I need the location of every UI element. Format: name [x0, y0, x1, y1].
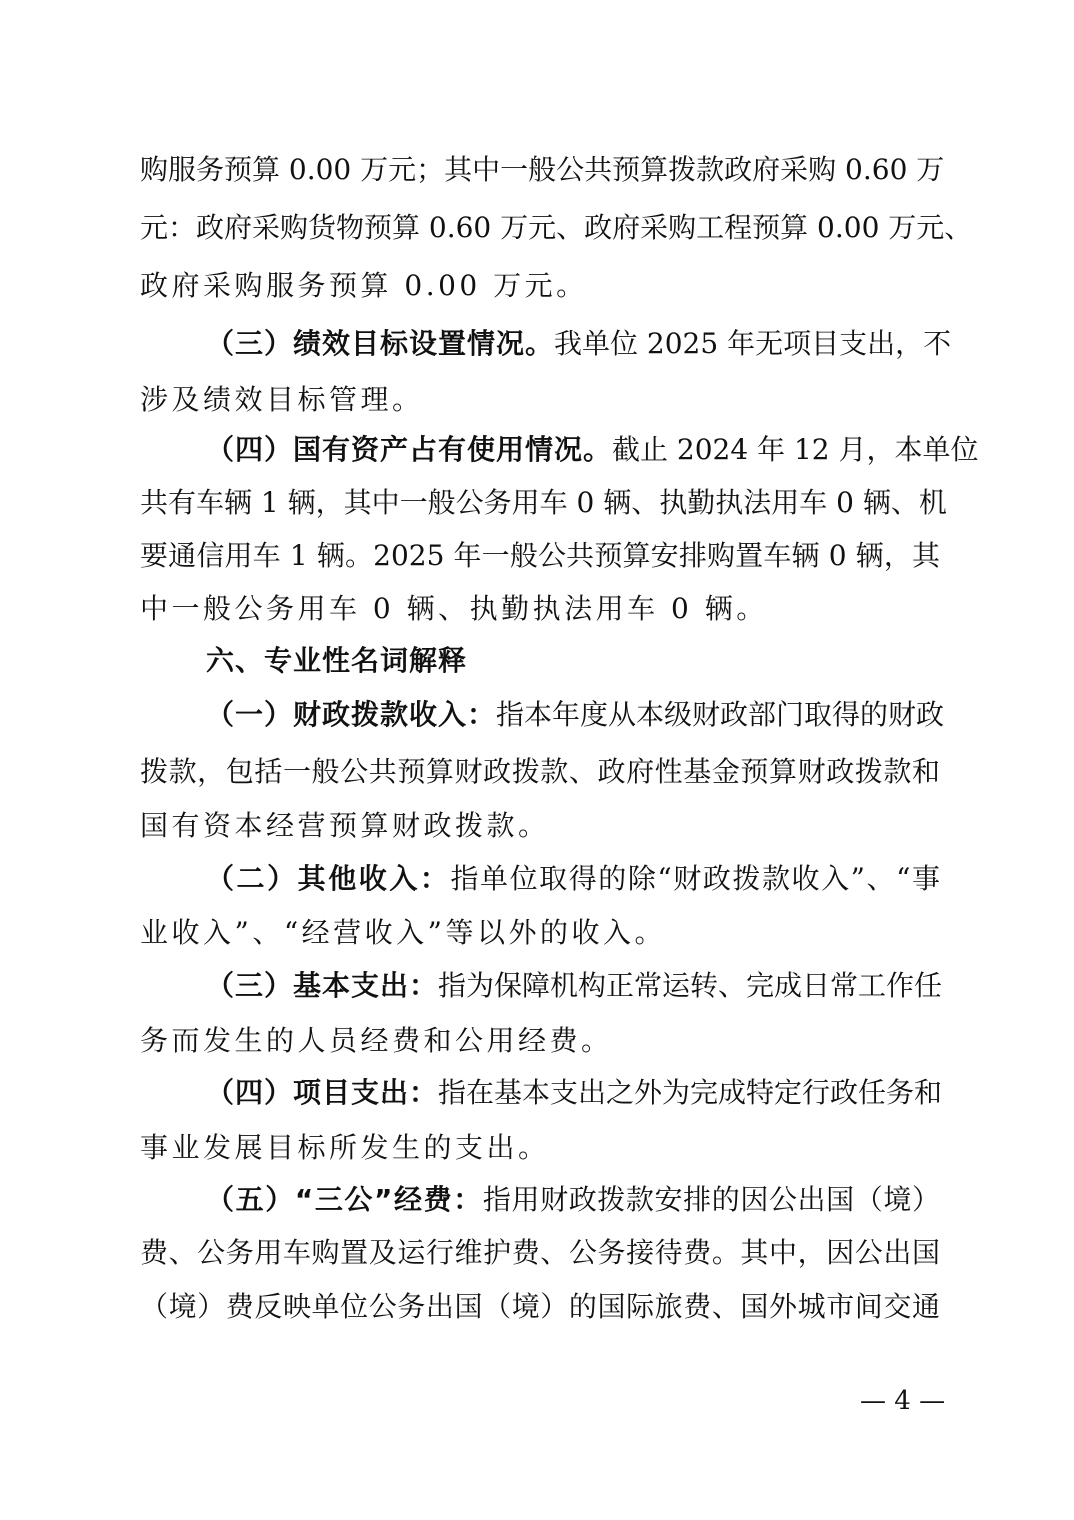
paragraph-heading: （二）其他收入：: [206, 862, 451, 895]
section-heading: 六、专业性名词解释: [206, 644, 468, 677]
body-line: 中一般公务用车 0 辆、执勤执法用车 0 辆。: [140, 592, 768, 625]
paragraph-text: 指本年度从本级财政部门取得的财政: [496, 698, 945, 731]
paragraph-first-line: [206, 1180, 940, 1220]
paragraph-text: 指用财政拨款安排的因公出国（境）: [482, 1183, 940, 1216]
body-line: 费、公务用车购置及运行维护费、公务接待费。其中，因公出国: [140, 1236, 940, 1269]
body-line: 务而发生的人员经费和公用经费。: [140, 1024, 613, 1057]
body-line: 共有车辆 1 辆，其中一般公务用车 0 辆、执勤执法用车 0 辆、机: [140, 486, 947, 519]
paragraph-first-line: [206, 695, 945, 735]
paragraph-heading: （一）财政拨款收入：: [206, 698, 497, 731]
paragraph-text: 我单位 2025 年无项目支出，不: [554, 327, 952, 360]
body-line: 拨款，包括一般公共预算财政拨款、政府性基金预算财政拨款和: [140, 755, 940, 788]
body-line: 购服务预算 0.00 万元；其中一般公共预算拨款政府采购 0.60 万: [140, 153, 945, 186]
body-line: 业收入”、“经营收入”等以外的收入。: [140, 916, 666, 949]
paragraph-heading: （三）基本支出：: [206, 969, 439, 1002]
paragraph-text: 指单位取得的除“财政拨款收入”、“事: [450, 862, 940, 895]
body-line: （境）费反映单位公务出国（境）的国际旅费、国外城市间交通: [140, 1290, 940, 1323]
paragraph-heading: （三）绩效目标设置情况。: [206, 327, 555, 360]
body-line: 元：政府采购货物预算 0.60 万元、政府采购工程预算 0.00 万元、: [140, 211, 973, 244]
body-line: 要通信用车 1 辆。2025 年一般公共预算安排购置车辆 0 辆，其: [140, 539, 940, 572]
paragraph-heading: （四）国有资产占有使用情况。: [206, 433, 613, 466]
body-line: 涉及绩效目标管理。: [140, 383, 424, 416]
paragraph-first-line: [206, 859, 940, 899]
paragraph-first-line: [206, 1073, 943, 1113]
paragraph-first-line: [206, 324, 952, 364]
body-line: 事业发展目标所发生的支出。: [140, 1131, 550, 1164]
paragraph-text: 指在基本支出之外为完成特定行政任务和: [438, 1076, 943, 1109]
paragraph-text: 截止 2024 年 12 月，本单位: [612, 433, 979, 466]
paragraph-first-line: [206, 966, 943, 1006]
paragraph-first-line: [206, 430, 979, 470]
paragraph-text: 指为保障机构正常运转、完成日常工作任: [438, 969, 943, 1002]
page-number: — 4 —: [860, 1386, 946, 1416]
paragraph-heading: （四）项目支出：: [206, 1076, 439, 1109]
paragraph-heading: （五）“三公”经费：: [206, 1183, 483, 1216]
body-line: 政府采购服务预算 0.00 万元。: [140, 269, 588, 302]
body-line: 国有资本经营预算财政拨款。: [140, 809, 550, 842]
